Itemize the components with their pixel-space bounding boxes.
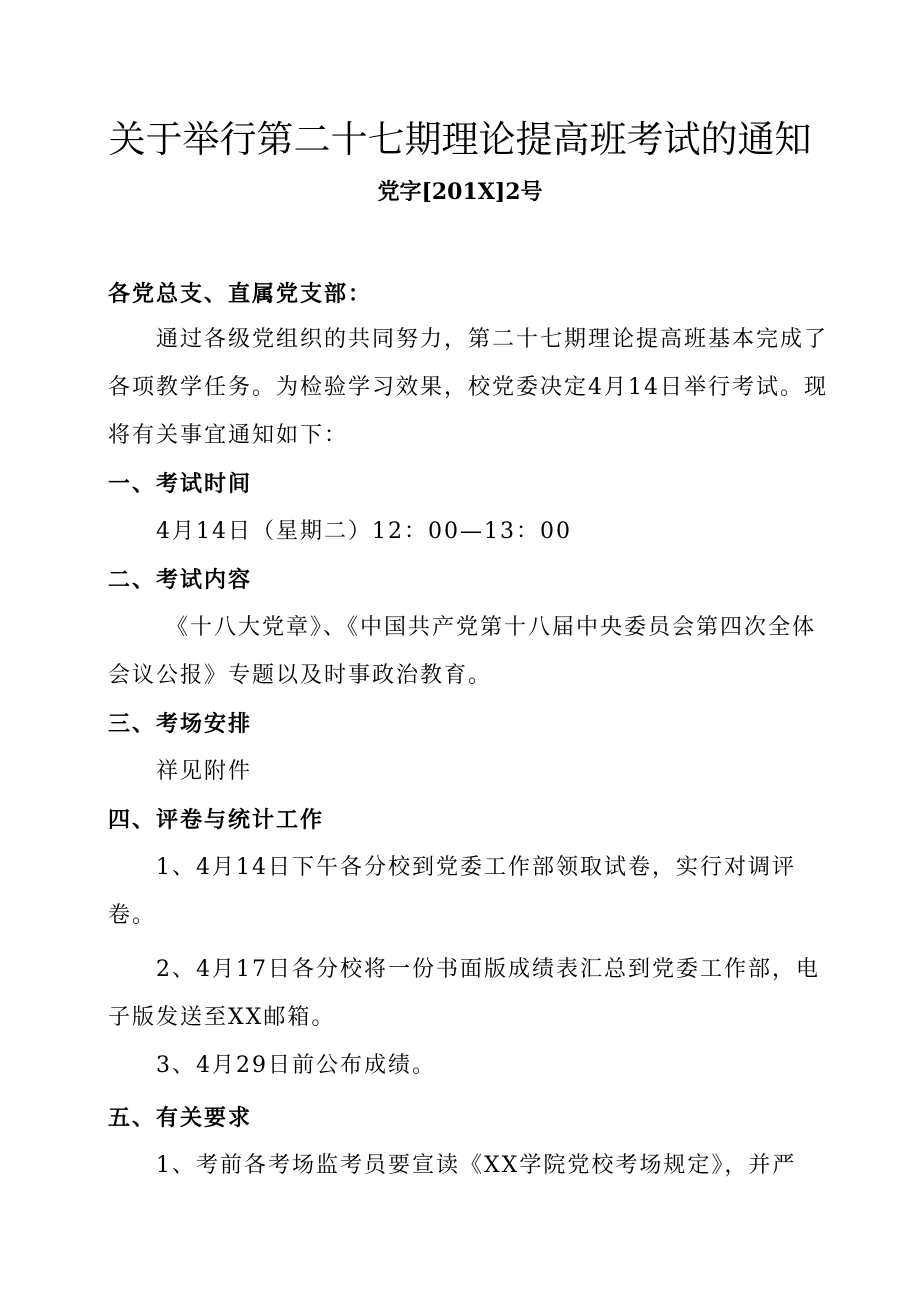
section-heading-time: 一、考试时间 (108, 471, 253, 497)
section-requirements-line-1: 1、考前各考场监考员要宣读《XX学院党校考场规定》，并严 (156, 1153, 797, 1178)
document-title: 关于举行第二十七期理论提高班考试的通知 (108, 118, 812, 161)
section-grading-line-5: 3、4月29日前公布成绩。 (156, 1053, 436, 1078)
section-time-line-1: 4月14日（星期二）12：00—13：00 (156, 519, 572, 544)
document-number: 党字[201X]2号 (377, 179, 543, 205)
intro-line-3: 将有关事宜通知如下： (108, 423, 349, 448)
section-grading-line-1: 1、4月14日下午各分校到党委工作部领取试卷，实行对调评 (156, 855, 796, 880)
section-grading-line-4: 子版发送至XX邮箱。 (108, 1005, 336, 1030)
intro-line-1: 通过各级党组织的共同努力，第二十七期理论提高班基本完成了 (156, 327, 829, 352)
salutation: 各党总支、直属党支部： (108, 281, 373, 307)
section-grading-line-3: 2、4月17日各分校将一份书面版成绩表汇总到党委工作部，电 (156, 957, 820, 982)
section-content-line-1: 《十八大党章》、《中国共产党第十八届中央委员会第四次全体 (166, 615, 817, 640)
section-grading-line-2: 卷。 (108, 903, 157, 928)
section-heading-grading: 四、评卷与统计工作 (108, 807, 325, 833)
section-heading-venue: 三、考场安排 (108, 711, 253, 737)
section-content-line-2: 会议公报》专题以及时事政治教育。 (108, 663, 493, 688)
intro-line-2: 各项教学任务。为检验学习效果，校党委决定4月14日举行考试。现 (108, 375, 828, 400)
section-venue-line-1: 祥见附件 (156, 759, 253, 784)
section-heading-requirements: 五、有关要求 (108, 1105, 253, 1131)
section-heading-content: 二、考试内容 (108, 567, 253, 593)
